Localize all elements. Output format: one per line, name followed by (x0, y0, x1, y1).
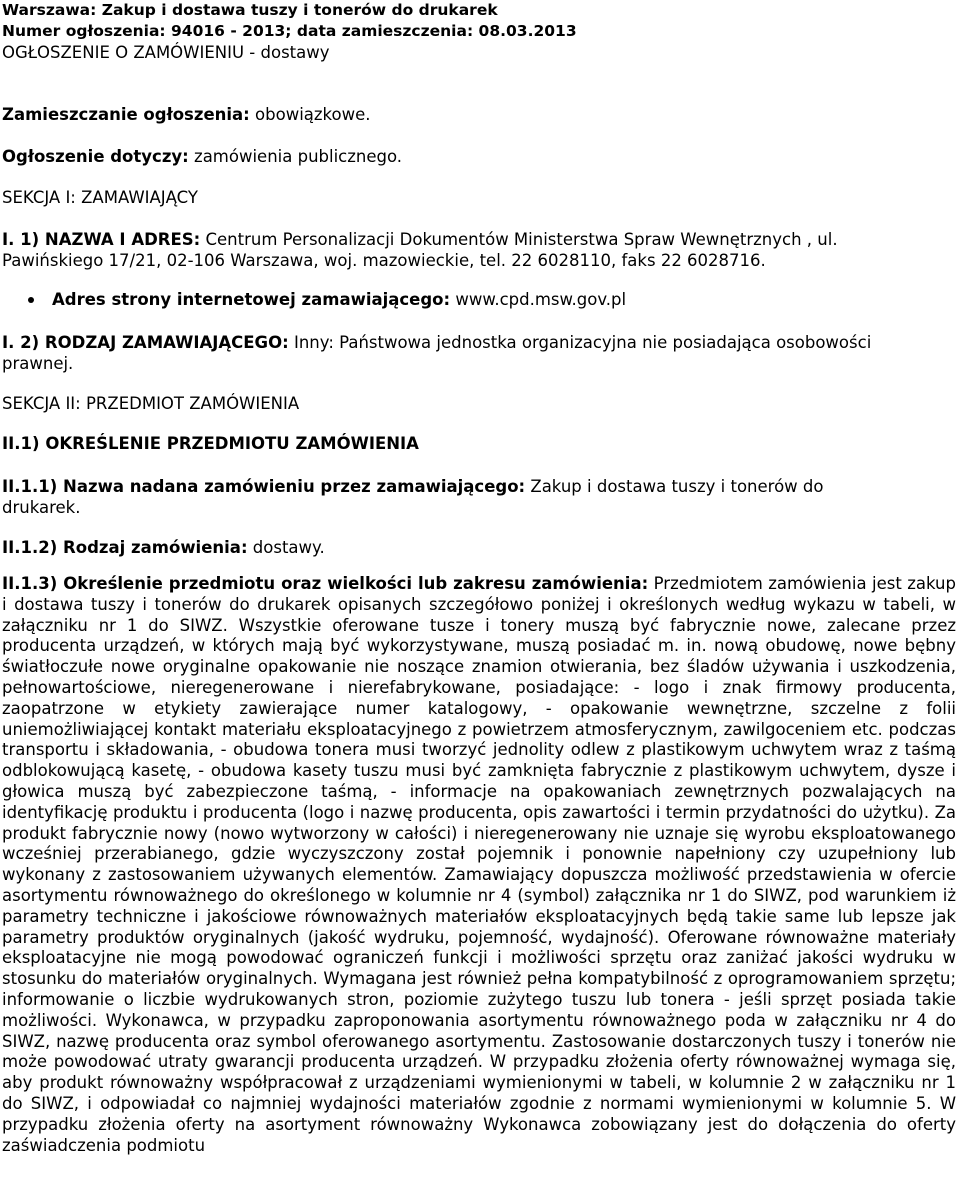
contract-kind-value: dostawy. (252, 538, 325, 557)
bullet-dot-icon (28, 297, 34, 303)
subject-description-line: równoważnego do określonego w kolumnie nr 4 (symbol) załącznika nr 1 do SIWZ, pod warunkiem iż (113, 885, 956, 905)
subject-description-line: wydruku w stosunku do materiałów oryginalnych. Wymagana jest również pełna kompatybilność z (2, 948, 956, 989)
contracting-authority-address (0, 229, 960, 271)
subject-description-label: II.1.3) Określenie przedmiotu oraz wielkości lub zakresu zamówienia: (2, 574, 649, 593)
notice-header (0, 0, 960, 63)
subject-description-line: parametry techniczne i jakościowe równoważnych materiałów eksploatacyjnych będą takie same lub lepsze (2, 906, 924, 926)
concerns-label: Ogłoszenie dotyczy: (2, 147, 189, 166)
subject-description-line: wydajności materiałów zgodnie z normami wymienionymi w kolumnie 5. W przypadku złożenia oferty na (2, 1093, 957, 1134)
section-1-title: SEKCJA I: ZAMAWIAJĄCY (2, 188, 198, 207)
subject-description-line: Przedmiotem zamówienia (653, 574, 867, 593)
subject-description-line: informacje na opakowaniach zewnętrznych pozwalających na identyfikację produktu i producenta (logo i (2, 781, 956, 822)
subject-description-line: logo i znak firmowy producenta, zaopatrzone w etykiety zawierające numer katalogowy, - opakowanie (2, 677, 956, 718)
name-address-label: I. 1) NAZWA I ADRES: (2, 230, 201, 249)
subject-description-line: nowe, zalecane przez producenta urządzeń, w których mają być wykorzystywane, muszą posiadać m. in. (2, 615, 957, 656)
subject-description-line: atmosferycznym, zawilgoceniem etc. podczas transportu i składowania, - obudowa tonera musi tworzyć (2, 719, 956, 760)
authority-type-value-2: prawnej. (2, 354, 74, 373)
notice-number: Numer ogłoszenia: 94016 - 2013; data zamieszczenia: 08.03.2013 (2, 22, 577, 40)
authority-type (0, 332, 960, 374)
notice-type: OGŁOSZENIE O ZAMÓWIENIU - dostawy (2, 43, 330, 62)
subject-description-line: śladów używania i uszkodzenia, pełnowartościowe, nieregenerowane i nierefabrykowane, posiadające: - (2, 657, 956, 697)
authority-type-value-1: Inny: Państwowa jednostka organizacyjna nie posiadająca osobowości (293, 333, 872, 352)
subject-description-line: wykazu w tabeli, w załączniku nr 1 do SIWZ. Wszystkie oferowane tusze i tonery muszą być fabrycznie (2, 594, 957, 635)
subject-description-line: gdzie wyczyszczony został pojemnik i ponownie napełniony czy uzupełniony lub wykonany z zastosowaniem (2, 844, 956, 885)
subject-description-line: jak parametry produktów oryginalnych (jakość wydruku, pojemność, wydajność). Oferowane równoważne (2, 906, 956, 947)
placement-value: obowiązkowe. (255, 105, 371, 124)
contract-kind-label: II.1.2) Rodzaj zamówienia: (2, 538, 248, 557)
authority-type-label: I. 2) RODZAJ ZAMAWIAJĄCEGO: (2, 333, 289, 352)
subject-description-line: materiały eksploatacyjne nie mogą powodować ograniczeń funkcji i możliwości sprzętu oraz zaniżać jakości (2, 927, 956, 968)
concerns-value: zamówienia publicznego. (194, 147, 403, 166)
concerns-row (0, 146, 960, 167)
website-link[interactable]: www.cpd.msw.gov.pl (455, 290, 627, 309)
subject-description-line: równoważnego poda w załączniku nr 4 do SIWZ, nazwę producenta oraz symbol oferowanego asortymentu. (2, 1010, 956, 1051)
placement-row (0, 104, 960, 125)
contract-name-value-2: drukarek. (2, 498, 81, 517)
subject-description-line: używanych elementów. Zamawiający dopuszcza możliwość przedstawienia w ofercie asortymentu (2, 865, 956, 905)
subject-description-line: wytworzony w całości) i nieregenerowany nie uznaje się wyrobu eksploatowanego wcześniej przerabianego, (2, 823, 956, 864)
subject-description-line: oprogramowaniem sprzętu; informowanie o liczbie wydrukowanych stron, poziomie zużytego tuszu lub (2, 969, 957, 1009)
subject-description-line: przypadku złożenia oferty równoważnej wymaga się, aby produkt równoważny współpracował z (2, 1052, 956, 1093)
name-address-value-2: Pawińskiego 17/21, 02-106 Warszawa, woj. mazowieckie, tel. 22 6028110, faks 22 6028716. (2, 251, 766, 270)
contract-name-label: II.1.1) Nazwa nadana zamówieniu przez zamawiającego: (2, 477, 526, 496)
subject-description-line: być zamknięta fabrycznie z plastikowym uchwytem, dysze i głowica muszą być zabezpieczone taśmą, - (2, 761, 956, 801)
contract-name (0, 476, 960, 518)
subject-description (0, 574, 960, 1156)
notice-title: Warszawa: Zakup i dostawa tuszy i tonerów do drukarek (2, 1, 498, 19)
section-2-title: SEKCJA II: PRZEDMIOT ZAMÓWIENIA (2, 394, 300, 413)
subject-description-line: urządzeniami wymienionymi w tabeli, w kolumnie 2 w załączniku nr 1 do SIWZ, i odpowiadał co najmniej (2, 1073, 956, 1113)
subject-description-line: jest zakup i dostawa tuszy i tonerów do drukarek opisanych szczegółowo poniżej i określonych według (2, 574, 956, 614)
subject-description-line: nową obudowę, nowe bębny światłoczułe nowe oryginalne opakowanie nie noszące znamion otwierania, bez (2, 636, 956, 677)
subject-description-line: Zastosowanie dostarczonych tuszy i tonerów nie może powodować utraty gwarancji producenta urządzeń. W (2, 1031, 957, 1072)
subject-description-line: tonera - jeśli sprzęt posiada takie możliwości. Wykonawca, w przypadku zaproponowania asortymentu (2, 989, 956, 1030)
website-label: Adres strony internetowej zamawiającego: (52, 290, 451, 309)
subject-description-line: asortyment równoważny Wykonawca zobowiązany jest do dołączenia do oferty zaświadczenia podmiotu (2, 1114, 957, 1155)
contract-name-value-1: Zakup i dostawa tuszy i tonerów do (530, 477, 824, 496)
subject-description-line: jednolity odlew z plastikowym uchwytem wraz z taśmą odblokowującą kasetę, - obudowa kasety tuszu musi (2, 740, 956, 781)
contract-kind (0, 537, 960, 558)
subject-definition-heading: II.1) OKREŚLENIE PRZEDMIOTU ZAMÓWIENIA (2, 434, 419, 453)
subject-description-paragraph (2, 574, 956, 1156)
placement-label: Zamieszczanie ogłoszenia: (2, 105, 250, 124)
name-address-value-1: Centrum Personalizacji Dokumentów Ministerstwa Spraw Wewnętrznych , ul. (205, 230, 838, 249)
subject-description-line: wewnętrzne, szczelne z folii uniemożliwiającej kontakt materiału eksploatacyjnego z powietrzem (2, 698, 957, 739)
subject-description-line: nazwę producenta, opis zawartości i termin przydatności do użytku). Za produkt fabrycznie nowy (nowo (2, 802, 957, 843)
